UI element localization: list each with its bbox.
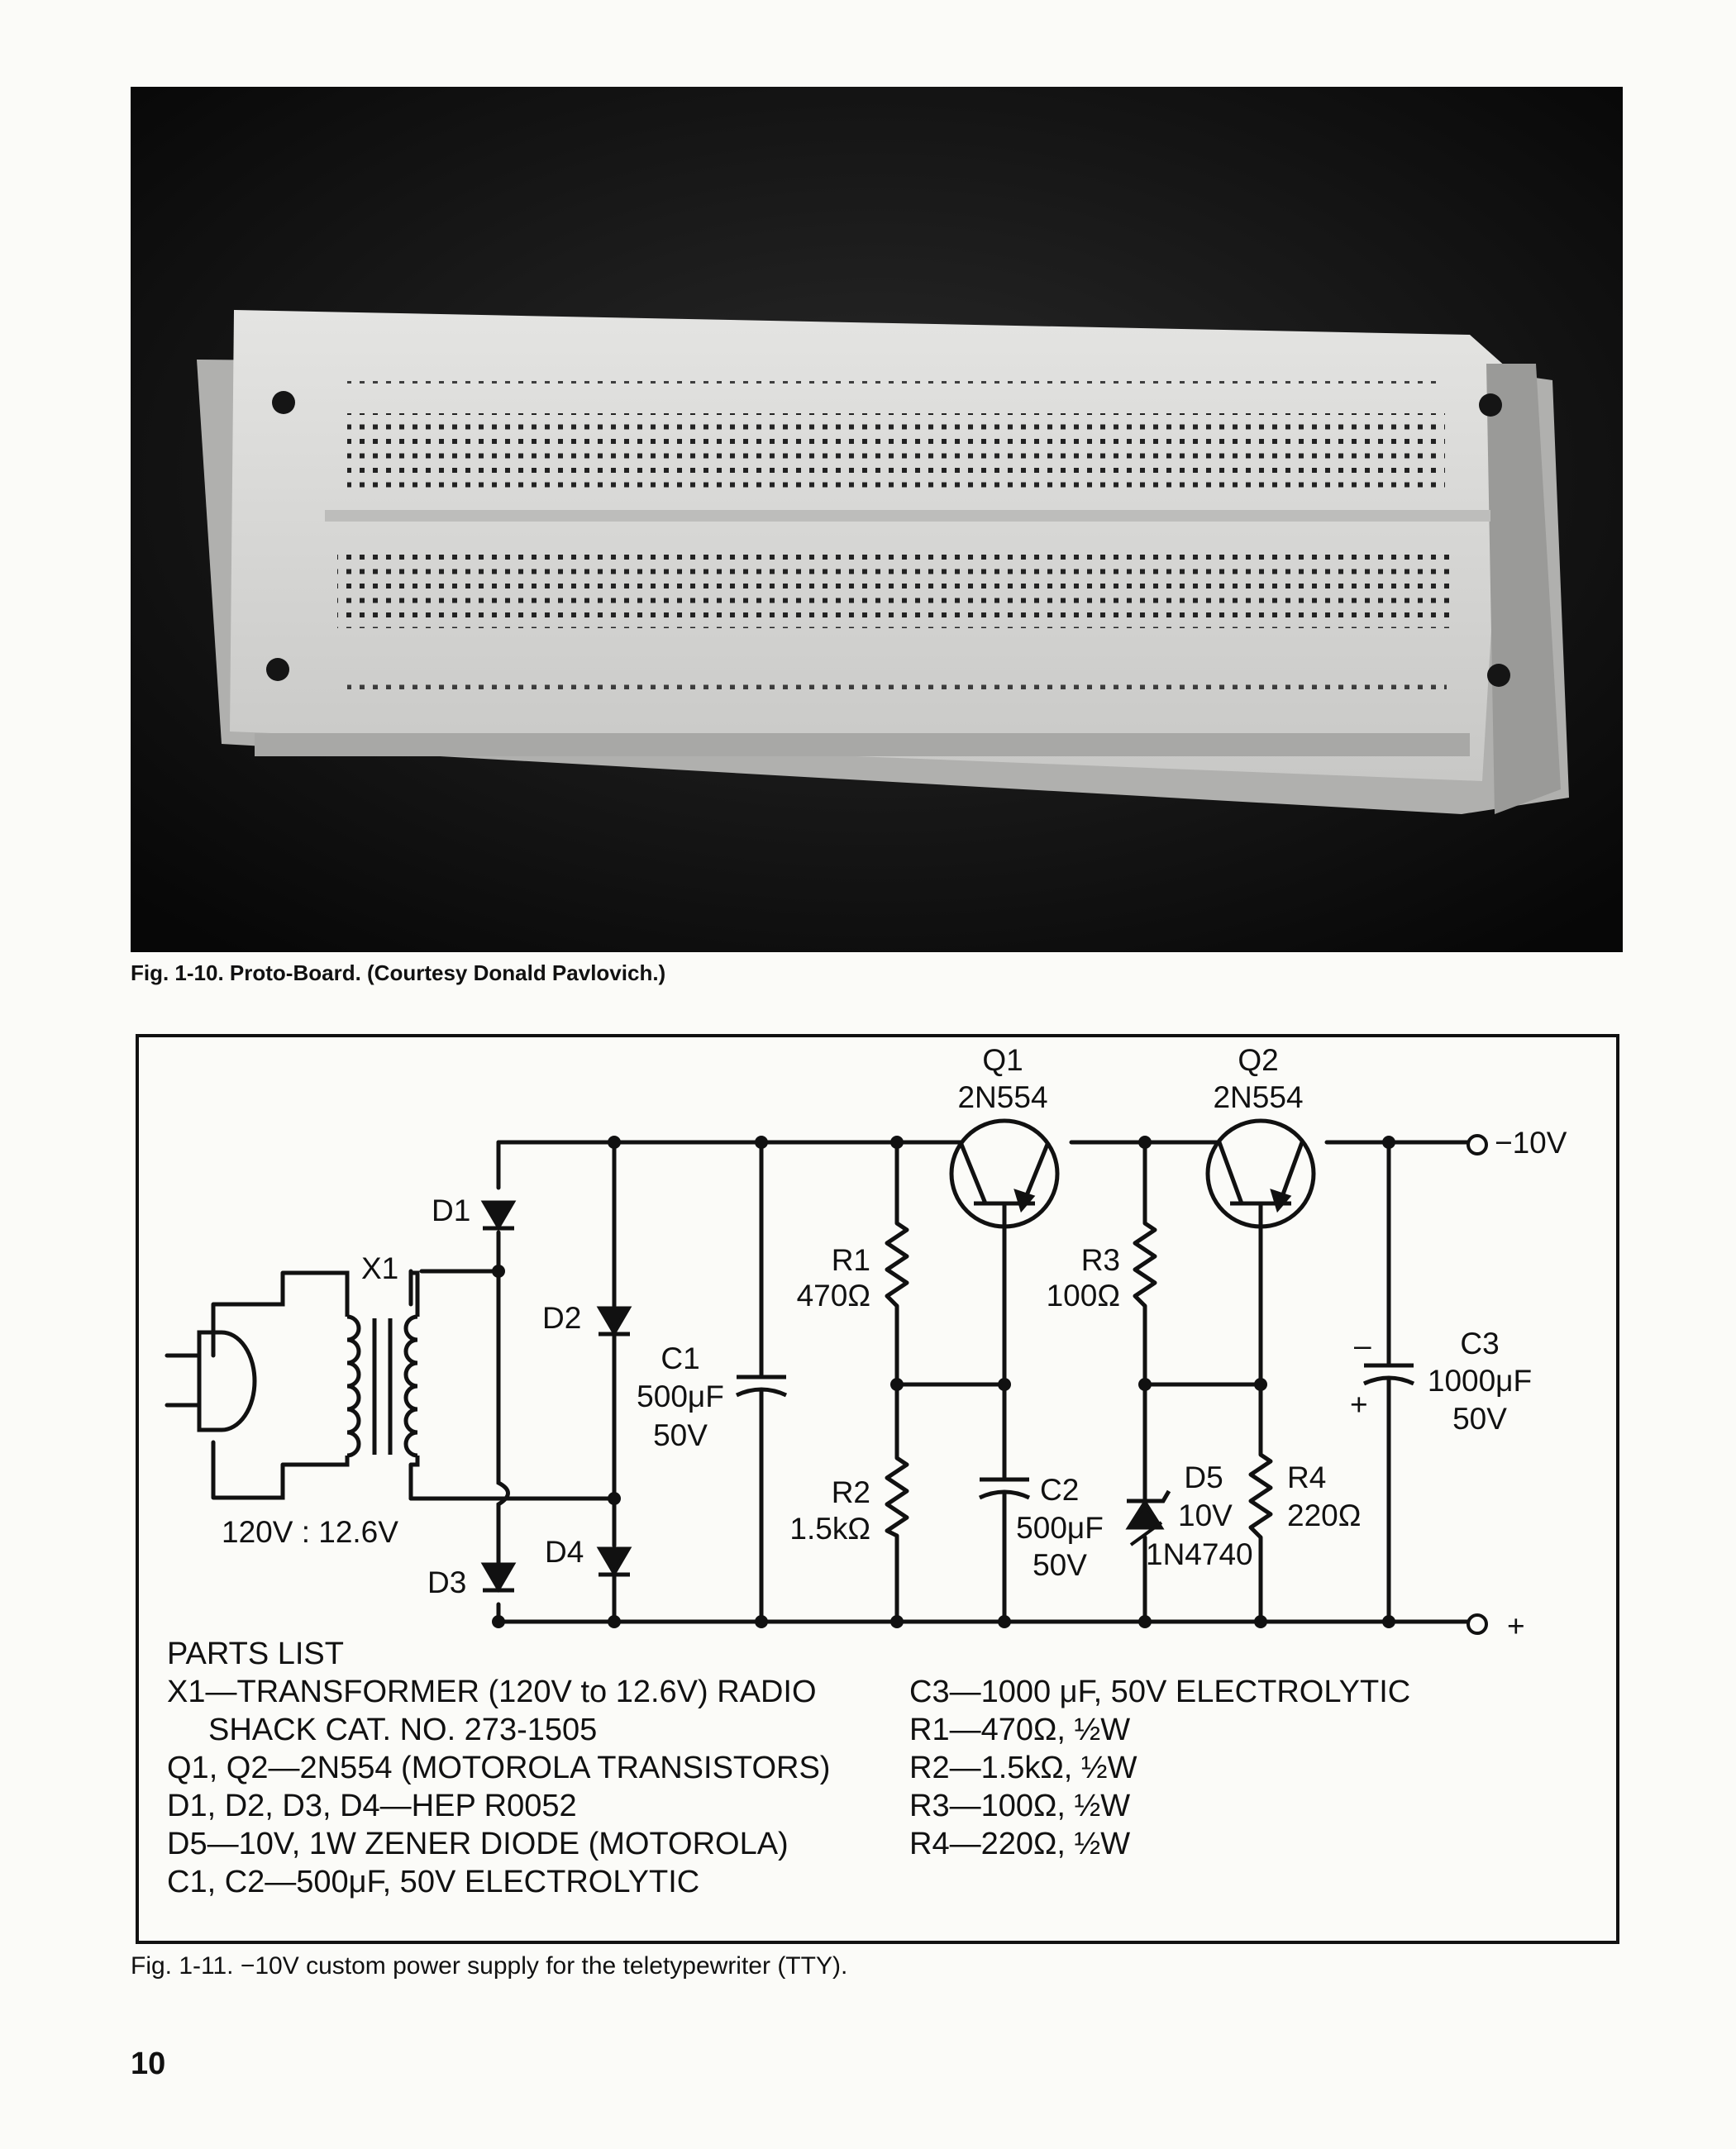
resistor-r4	[1251, 1455, 1271, 1537]
label-r1-value: 470Ω	[796, 1279, 870, 1313]
parts-list-item: R3—100Ω, ½W	[909, 1789, 1131, 1823]
proto-board-photo	[131, 87, 1623, 952]
junction-dot	[1382, 1136, 1395, 1149]
parts-list-item: R2—1.5kΩ, ½W	[909, 1751, 1137, 1785]
diode-d2	[599, 1308, 630, 1334]
label-d1: D1	[432, 1194, 471, 1227]
label-transformer-ratio: 120V : 12.6V	[222, 1515, 398, 1549]
label-c1: C1	[661, 1341, 700, 1375]
junction-dot	[492, 1265, 505, 1278]
label-c2-voltage: 50V	[1033, 1548, 1087, 1582]
label-c3-minus: –	[1354, 1328, 1371, 1362]
resistor-r1	[887, 1223, 907, 1306]
junction-dot	[755, 1615, 768, 1628]
junction-dot	[492, 1615, 505, 1628]
parts-list-item: D1, D2, D3, D4—HEP R0052	[167, 1789, 577, 1823]
label-q2-part: 2N554	[1213, 1080, 1304, 1114]
label-c2-value: 500μF	[1016, 1511, 1104, 1545]
junction-dot	[755, 1136, 768, 1149]
label-r3-value: 100Ω	[1046, 1279, 1120, 1313]
label-c3: C3	[1460, 1327, 1500, 1360]
resistor-r2	[887, 1458, 907, 1536]
parts-list	[167, 1635, 1605, 1899]
label-q2: Q2	[1238, 1043, 1279, 1077]
parts-list-item: C1, C2—500μF, 50V ELECTROLYTIC	[167, 1865, 700, 1899]
label-c1-voltage: 50V	[653, 1418, 708, 1452]
parts-list-item: D5—10V, 1W ZENER DIODE (MOTOROLA)	[167, 1827, 789, 1861]
label-d3: D3	[427, 1565, 467, 1599]
parts-list-item: R4—220Ω, ½W	[909, 1827, 1131, 1861]
label-d2: D2	[542, 1301, 582, 1335]
label-c3-plus: +	[1350, 1388, 1368, 1422]
junction-dot	[608, 1492, 621, 1505]
label-d5-part: 1N4740	[1146, 1537, 1253, 1571]
junction-dot	[890, 1136, 904, 1149]
label-c2: C2	[1040, 1473, 1080, 1507]
label-d4: D4	[545, 1535, 584, 1569]
transformer-primary-wire	[213, 1273, 283, 1498]
zener-d5	[1127, 1491, 1169, 1527]
diode-d4	[599, 1549, 630, 1575]
label-output-negative: −10V	[1495, 1126, 1567, 1160]
label-output-positive: +	[1507, 1609, 1525, 1643]
junction-dot	[608, 1615, 621, 1628]
junction-dot	[890, 1615, 904, 1628]
label-c1-value: 500μF	[637, 1379, 724, 1413]
junction-dot	[608, 1136, 621, 1149]
label-q1-part: 2N554	[957, 1080, 1048, 1114]
parts-list-title: PARTS LIST	[167, 1637, 344, 1671]
ac-plug	[167, 1332, 255, 1430]
label-r2: R2	[831, 1475, 870, 1509]
q1-base-node	[897, 1204, 1004, 1622]
output-terminal-negative	[1468, 1136, 1486, 1154]
breadboard	[197, 310, 1569, 814]
junction-dot	[1138, 1136, 1152, 1149]
label-c3-value: 1000μF	[1427, 1364, 1533, 1398]
secondary-wire	[411, 1271, 614, 1499]
junction-dot	[1254, 1615, 1267, 1628]
diode-d3	[483, 1565, 514, 1590]
label-r4-value: 220Ω	[1287, 1499, 1362, 1532]
parts-list-item: SHACK CAT. NO. 273-1505	[208, 1713, 598, 1747]
label-d5-voltage: 10V	[1178, 1499, 1233, 1532]
diode-d1	[483, 1203, 514, 1228]
output-terminal-positive	[1468, 1615, 1486, 1633]
label-r2-value: 1.5kΩ	[789, 1512, 870, 1546]
label-x1: X1	[361, 1251, 399, 1285]
figure-1-11-caption: Fig. 1-11. −10V custom power supply for the teletypewriter (TTY).	[131, 1952, 848, 1980]
parts-list-right-column	[909, 1673, 1604, 1863]
transformer-x1	[283, 1273, 417, 1465]
label-q1: Q1	[982, 1043, 1023, 1077]
junction-dot	[1138, 1378, 1152, 1391]
label-d5: D5	[1184, 1460, 1223, 1494]
label-r4: R4	[1287, 1460, 1327, 1494]
parts-list-item: Q1, Q2—2N554 (MOTOROLA TRANSISTORS)	[167, 1751, 831, 1785]
junction-dot	[1254, 1378, 1267, 1391]
label-c3-voltage: 50V	[1452, 1402, 1507, 1436]
junction-dot	[998, 1615, 1011, 1628]
page-number: 10	[131, 2047, 166, 2081]
resistor-r3	[1135, 1223, 1155, 1306]
junction-dot	[1138, 1615, 1152, 1628]
label-r3: R3	[1080, 1243, 1120, 1277]
parts-list-item: C3—1000 μF, 50V ELECTROLYTIC	[909, 1675, 1411, 1709]
label-r1: R1	[831, 1243, 870, 1277]
parts-list-left-column	[167, 1673, 894, 1901]
junction-dot	[998, 1378, 1011, 1391]
figure-1-10-caption: Fig. 1-10. Proto-Board. (Courtesy Donald Pavlovich.)	[131, 960, 666, 985]
junction-dot	[890, 1378, 904, 1391]
junction-dot	[1382, 1615, 1395, 1628]
parts-list-item: X1—TRANSFORMER (120V to 12.6V) RADIO	[167, 1675, 817, 1709]
parts-list-item: R1—470Ω, ½W	[909, 1713, 1131, 1747]
